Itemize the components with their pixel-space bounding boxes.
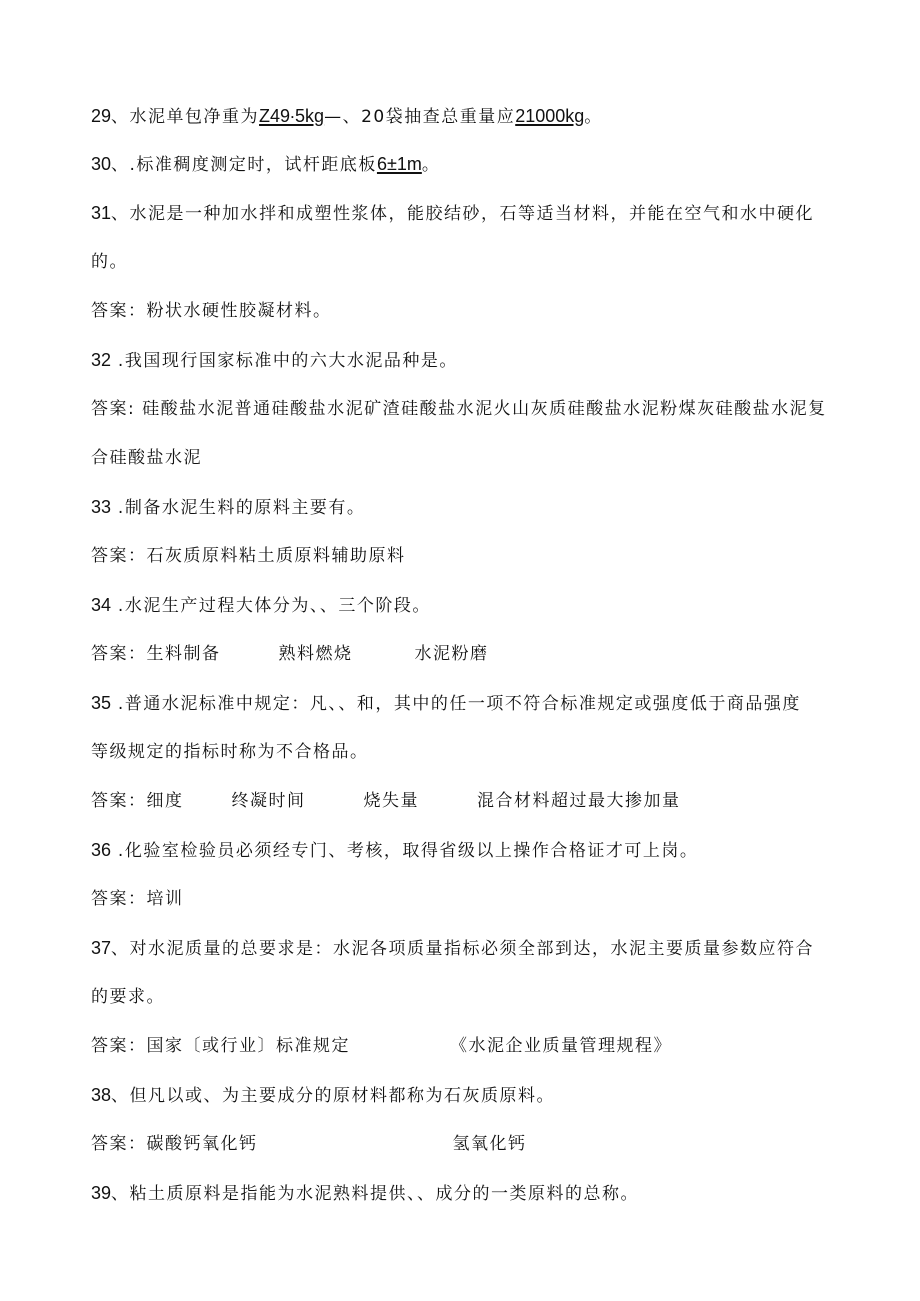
answer-text: 终凝时间: [231, 791, 306, 811]
question-text: .制备水泥生料的原料主要有。: [111, 498, 366, 518]
question-text: 、水泥是一种加水拌和成塑性浆体，能胶结砂，石等适当材料，并能在空气和水中硬化: [111, 204, 815, 224]
question-text: 的。: [91, 252, 128, 272]
question-37-cont: [91, 985, 840, 1009]
question-number: 31: [91, 203, 112, 223]
question-text: 的要求。: [91, 987, 165, 1007]
question-31: [91, 201, 840, 226]
answer-text: 合硅酸盐水泥: [91, 448, 202, 468]
answer-31: [91, 299, 840, 323]
question-32: [91, 348, 840, 373]
answer-text: 答案：生料制备: [91, 644, 221, 664]
answer-32: [91, 397, 840, 421]
answer-text: 答案: 硅酸盐水泥普通硅酸盐水泥矿渣硅酸盐水泥火山灰质硅酸盐水泥粉煤灰硅酸盐水泥复: [91, 399, 827, 419]
answer-text: 水泥粉磨: [414, 644, 489, 664]
question-35-cont: [91, 740, 840, 764]
question-31-cont: [91, 250, 840, 274]
question-38: [91, 1083, 840, 1108]
question-36: [91, 838, 840, 863]
question-text: .化验室检验员必须经专门、考核，取得省级以上操作合格证才可上岗。: [111, 841, 699, 861]
question-29: [91, 104, 840, 129]
answer-text: 熟料燃烧: [278, 644, 353, 664]
answer-32-cont: [91, 446, 840, 470]
question-39: [91, 1181, 840, 1206]
answer-text: 答案：粉状水硬性胶凝材料。: [91, 301, 332, 321]
question-number: 37: [91, 938, 112, 958]
answer-text: 答案：国家〔或行业〕标准规定: [91, 1036, 350, 1056]
answer-text: 混合材料超过最大掺加量: [477, 791, 681, 811]
question-text: .我国现行国家标准中的六大水泥品种是。: [111, 351, 458, 371]
question-number: 34: [91, 595, 112, 615]
answer-37: [91, 1034, 840, 1058]
answer-36: [91, 887, 840, 911]
underlined-value: Z49∙5kg: [259, 106, 325, 126]
question-35: [91, 691, 840, 716]
answer-38: [91, 1132, 840, 1156]
answer-33: [91, 544, 840, 568]
question-34: [91, 593, 840, 618]
question-number: 32: [91, 350, 112, 370]
question-number: 39: [91, 1183, 112, 1203]
underlined-value: 6±1m: [376, 154, 422, 174]
answer-text: 答案：碳酸钙氧化钙: [91, 1134, 258, 1154]
question-text: .水泥生产过程大体分为、、三个阶段。: [111, 596, 431, 616]
answer-text: 烧失量: [363, 791, 419, 811]
question-number: 30: [91, 154, 112, 174]
question-text: 。: [584, 107, 603, 127]
question-text: 、对水泥质量的总要求是：水泥各项质量指标必须全部到达，水泥主要质量参数应符合: [111, 939, 815, 959]
answer-text: 答案：细度: [91, 791, 184, 811]
question-30: [91, 152, 840, 177]
question-33: [91, 495, 840, 520]
question-number: 38: [91, 1085, 112, 1105]
underlined-value: 21000kg: [515, 106, 585, 126]
question-text: .普通水泥标准中规定：凡、、和，其中的任一项不符合标准规定或强度低于商品强度: [111, 694, 801, 714]
answer-35: [91, 789, 840, 813]
question-text: —、20袋抽查总重量应: [324, 107, 516, 127]
question-text: 等级规定的指标时称为不合格品。: [91, 742, 369, 762]
question-37: [91, 936, 840, 961]
question-text: 。: [421, 155, 441, 175]
answer-34: [91, 642, 840, 666]
question-number: 29: [91, 106, 112, 126]
answer-text: 氢氧化钙: [452, 1134, 527, 1154]
question-text: 、粘土质原料是指能为水泥熟料提供、、成分的一类原料的总称。: [111, 1184, 640, 1204]
answer-text: 答案：培训: [91, 889, 184, 909]
question-text: 、.标准稠度测定时，试杆距底板: [111, 155, 377, 175]
answer-text: 答案：石灰质原料粘土质原料辅助原料: [91, 546, 406, 566]
answer-text: 《水泥企业质量管理规程》: [450, 1036, 672, 1056]
question-text: 、水泥单包净重为: [111, 107, 260, 127]
question-number: 33: [91, 497, 112, 517]
question-number: 35: [91, 693, 112, 713]
question-number: 36: [91, 840, 112, 860]
question-text: 、但凡以或、为主要成分的原材料都称为石灰质原料。: [111, 1086, 556, 1106]
